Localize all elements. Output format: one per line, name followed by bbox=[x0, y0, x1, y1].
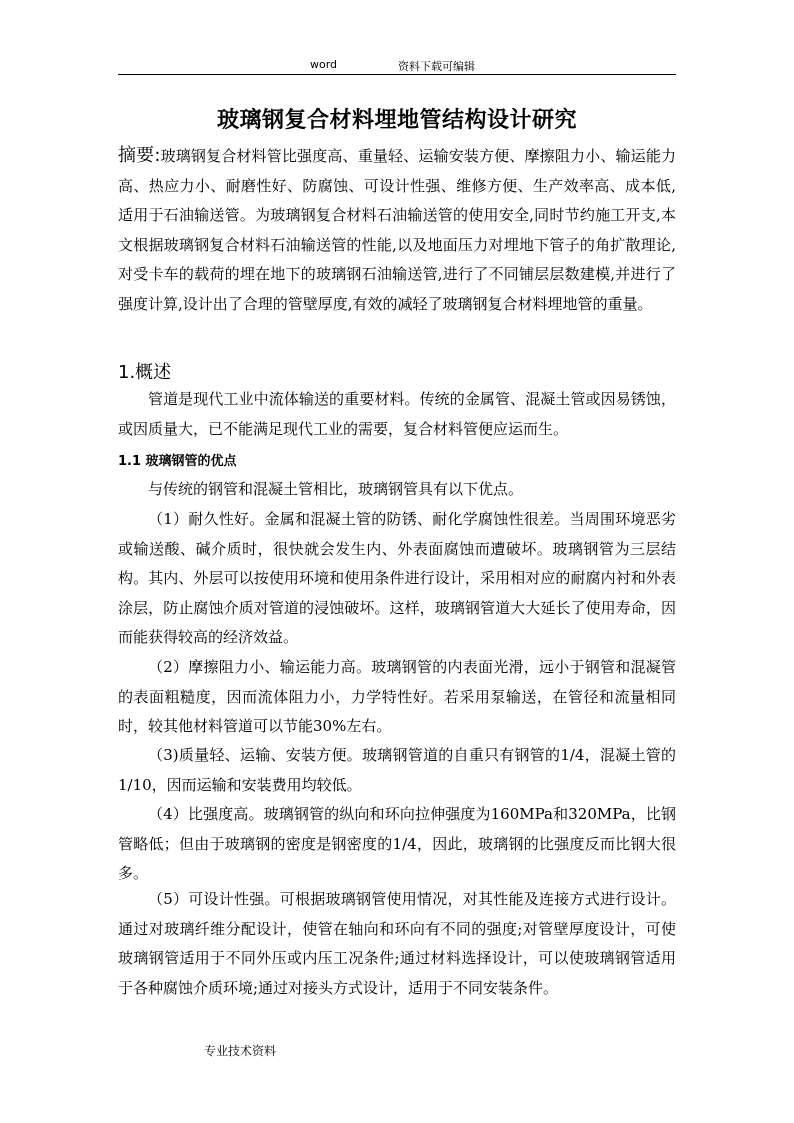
section-intro-paragraph: 管道是现代工业中流体输送的重要材料。传统的金属管、混凝土管或因易锈蚀，或因质量大，已不能满足现代工业的需要，复合材料管便应运而生。 bbox=[118, 390, 676, 438]
advantage-item-4: （4）比强度高。玻璃钢管的纵向和环向拉伸强度为160MPa和320MPa，比钢管略低；但由于玻璃钢的密度是钢密度的1/4，因此，玻璃钢的比强度反而比钢大很多。 bbox=[118, 805, 676, 882]
abstract-block bbox=[118, 141, 676, 319]
section-heading: 1.概述 bbox=[118, 362, 172, 383]
advantage-item-1: （1）耐久性好。金属和混凝土管的防锈、耐化学腐蚀性很差。当周围环境恶劣或输送酸、碱介质时，很快就会发生内、外表面腐蚀而遭破坏。玻璃钢管为三层结构。其内、外层可以按使用环境和使用条件进行设计，采用相对应的耐腐内衬和外表涂层，防止腐蚀介质对管道的浸蚀破坏。这样，玻璃钢管道大大延长了使用寿命，因而能获得较高的经济效益。 bbox=[118, 510, 676, 646]
document-title: 玻璃钢复合材料埋地管结构设计研究 bbox=[216, 108, 577, 133]
abstract-label: 摘要: bbox=[118, 145, 161, 166]
subsection-heading: 1.1 玻璃钢管的优点 bbox=[118, 454, 237, 469]
page-header bbox=[118, 56, 676, 74]
abstract-paragraph bbox=[118, 141, 676, 319]
advantage-item-3: （3)质量轻、运输、安装方便。玻璃钢管道的自重只有钢管的1/4，混凝土管的1/10，因而运输和安装费用均较低。 bbox=[118, 746, 676, 794]
page-footer: 专业技术资料 bbox=[204, 1044, 277, 1058]
advantage-item-2: （2）摩擦阻力小、输运能力高。玻璃钢管的内表面光滑，远小于钢管和混凝管的表面粗糙度，因而流体阻力小，力学特性好。若采用泵输送，在管径和流量相同时，较其他材料管道可以节能30%左右。 bbox=[118, 658, 676, 735]
subsection-lead-paragraph: 与传统的钢管和混凝土管相比，玻璃钢管具有以下优点。 bbox=[148, 480, 524, 498]
header-left-text: word bbox=[310, 58, 338, 71]
advantage-item-5: （5）可设计性强。可根据玻璃钢管使用情况，对其性能及连接方式进行设计。通过对玻璃纤维分配设计，使管在轴向和环向有不同的强度;对管壁厚度设计，可使玻璃钢管适用于不同外压或内压工况条件;通过材料选择设计，可以使玻璃钢管适用于各种腐蚀介质环境;通过对接头方式设计，适用于不同安装条件。 bbox=[118, 890, 676, 997]
header-right-text: 资料下载可编辑 bbox=[398, 60, 475, 73]
abstract-text: 玻璃钢复合材料管比强度高、重量轻、运输安装方便、摩擦阻力小、输运能力高、热应力小、耐磨性好、防腐蚀、可设计性强、维修方便、生产效率高、成本低,适用于石油输送管。为玻璃钢复合材料石油输送管的使用安全,同时节约施工开支,本文根据玻璃钢复合材料石油输送管的性能,以及地面压力对埋地下管子的角扩散理论,对受卡车的载荷的埋在地下的玻璃钢石油输送管,进行了不同铺层层数建模,并进行了强度计算,设计出了合理的管壁厚度,有效的减轻了玻璃钢复合材料埋地管的重量。 bbox=[118, 147, 676, 313]
header-divider bbox=[118, 74, 676, 75]
